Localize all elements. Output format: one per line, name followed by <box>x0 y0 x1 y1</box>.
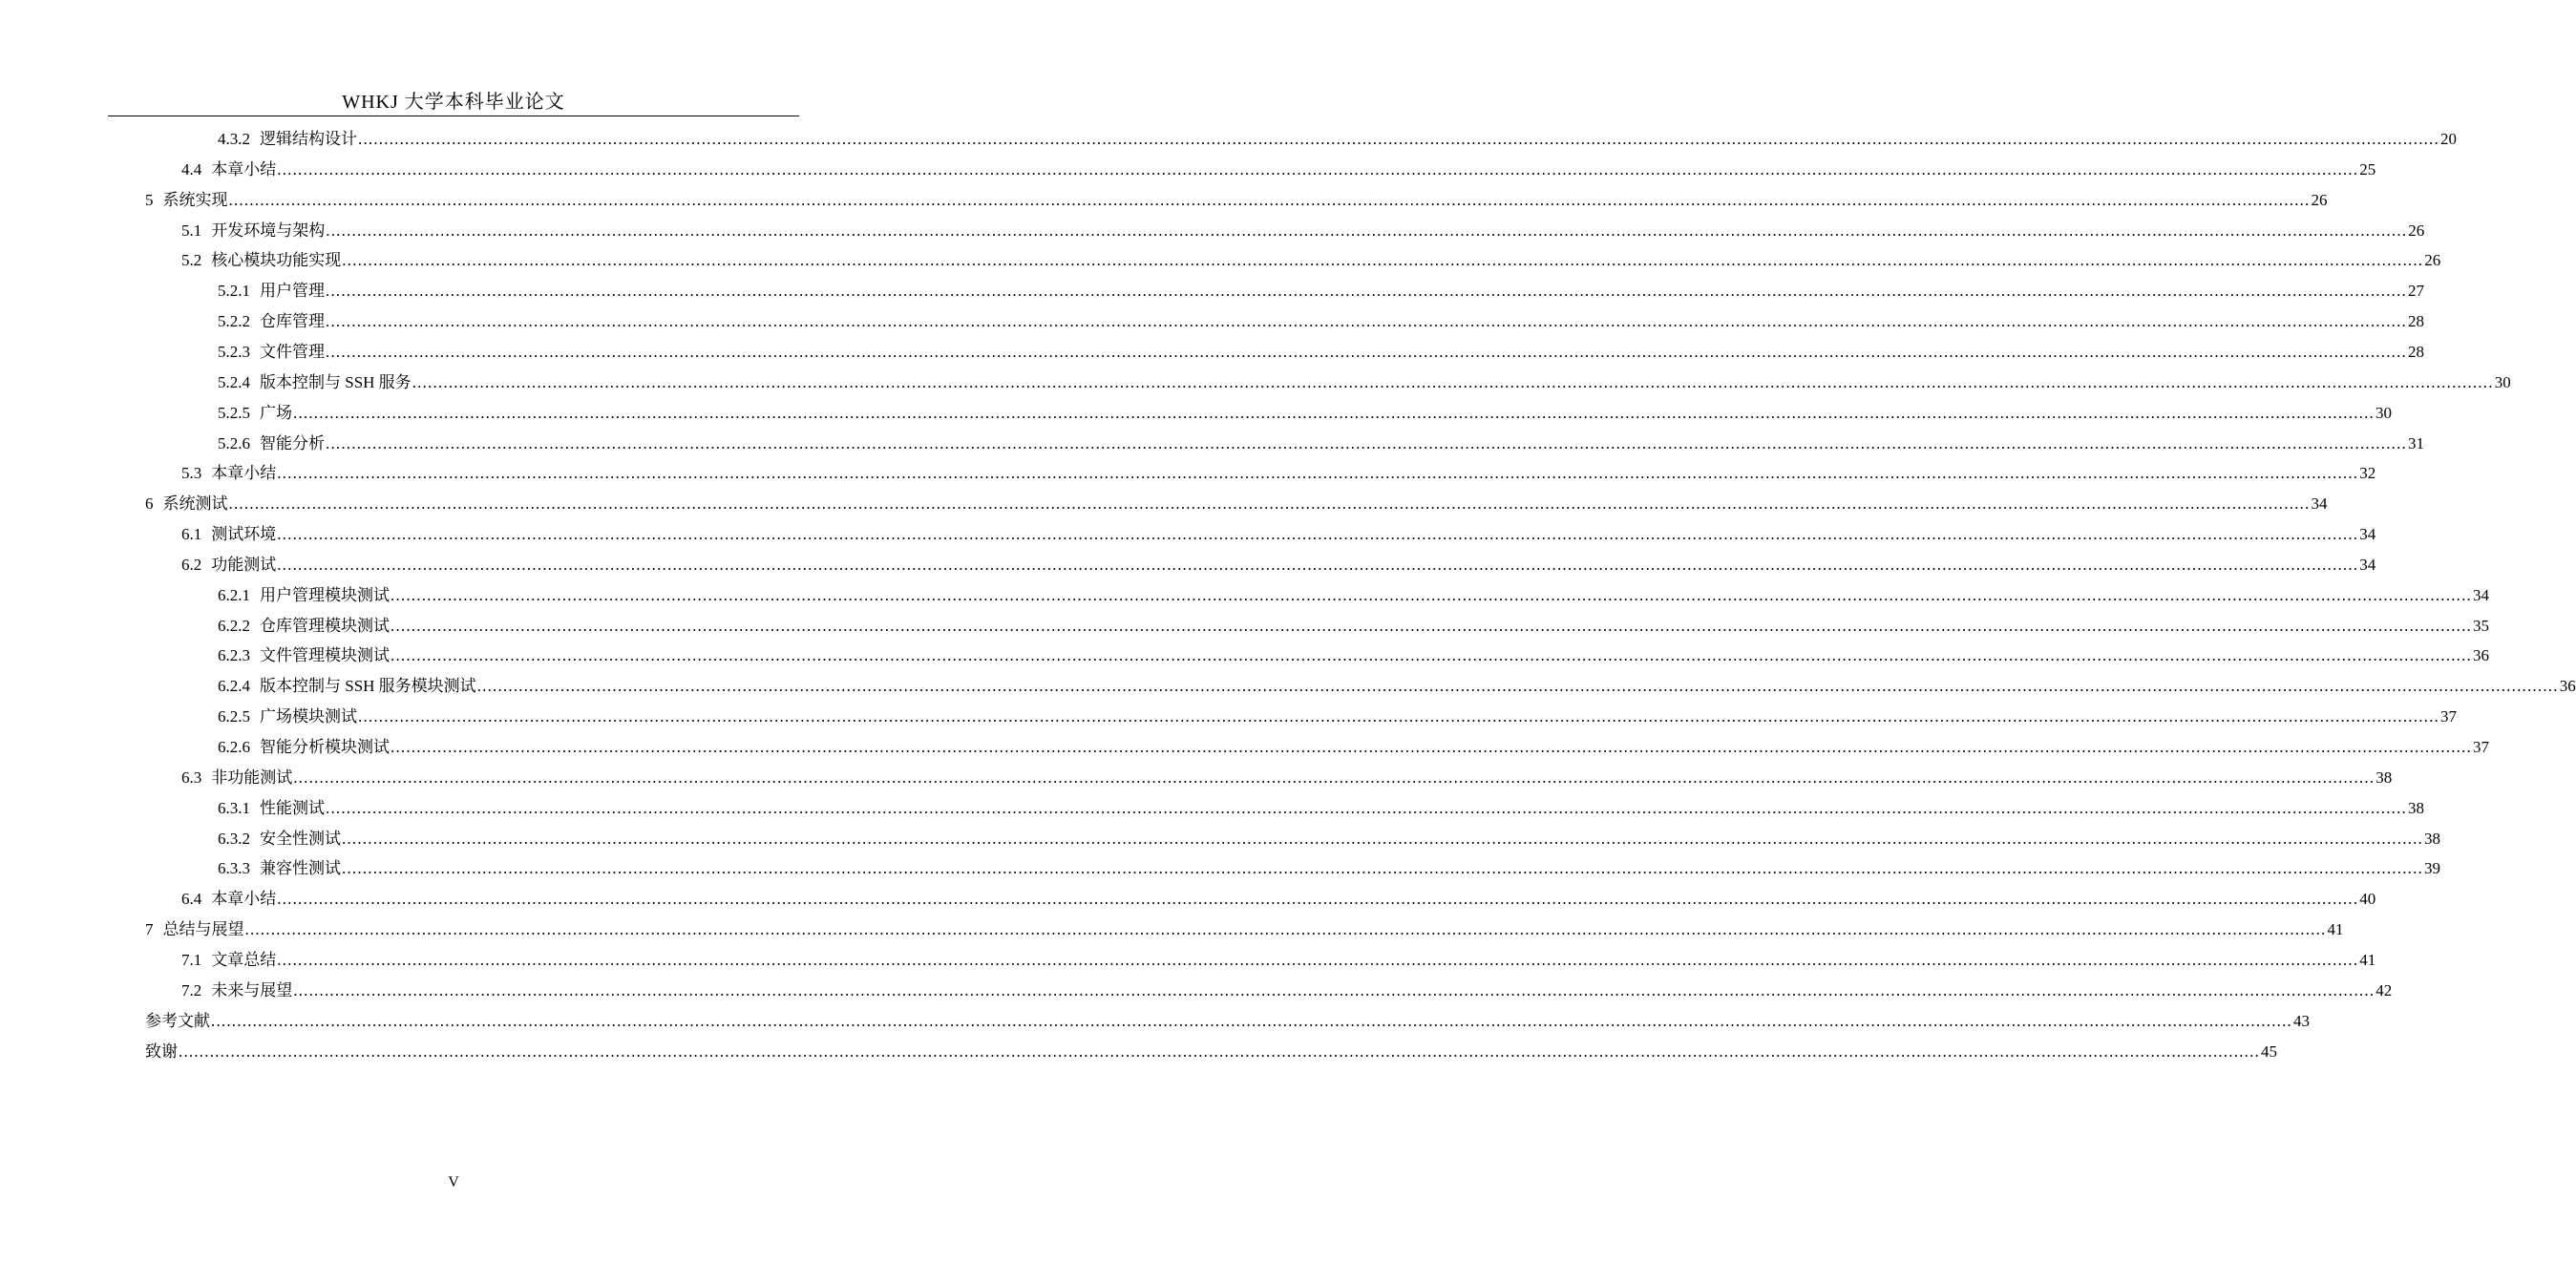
toc-entry-page: 36 <box>2559 677 2576 696</box>
toc-entry-number: 7.1 <box>181 950 202 969</box>
toc-entry-title: 核心模块功能实现 <box>211 251 342 270</box>
toc-entry-page: 35 <box>2473 616 2489 635</box>
toc-entry-number: 5.1 <box>181 221 202 240</box>
toc-entry-number: 5.2.4 <box>218 372 250 391</box>
toc-entry-title: 测试环境 <box>211 525 277 544</box>
toc-dot-leader: ................................................................................................................................................................................................................................................................................................................................................................................................................ <box>211 1011 2292 1030</box>
toc-dot-leader: ................................................................................................................................................................................................................................................................................................................................................................................................................ <box>412 372 2494 391</box>
toc-entry-page: 34 <box>2473 585 2489 604</box>
toc-entry[interactable] <box>218 793 2424 824</box>
toc-entry-page: 30 <box>2375 403 2392 422</box>
toc-entry-number: 4.4 <box>181 159 202 179</box>
toc-entry-number: 6.2.3 <box>218 646 250 665</box>
toc-entry[interactable] <box>145 915 2344 945</box>
toc-entry-title: 系统实现 <box>162 190 228 209</box>
toc-entry[interactable] <box>218 276 2424 306</box>
toc-entry-number: 5.2.1 <box>218 282 250 301</box>
toc-entry-number: 6.2 <box>181 555 202 574</box>
toc-entry-page: 30 <box>2494 372 2511 391</box>
toc-entry-number: 6.2.2 <box>218 616 250 635</box>
toc-entry-number: 7 <box>145 920 154 939</box>
toc-entry-page: 25 <box>2359 159 2376 179</box>
toc-entry[interactable] <box>218 398 2392 429</box>
toc-entry-title: 安全性测试 <box>260 829 341 848</box>
toc-entry-number: 6.3 <box>181 768 202 787</box>
toc-entry-title: 本章小结 <box>211 464 277 483</box>
toc-entry[interactable] <box>145 1037 2277 1067</box>
toc-entry-number: 5.2.5 <box>218 403 250 422</box>
toc-entry-title: 用户管理模块测试 <box>260 585 390 604</box>
toc-entry-number: 6.2.5 <box>218 707 250 726</box>
toc-entry-title: 本章小结 <box>211 890 277 909</box>
toc-entry-page: 42 <box>2375 980 2393 999</box>
toc-dot-leader: ................................................................................................................................................................................................................................................................................................................................................................................................................ <box>326 221 2408 240</box>
toc-dot-leader: ................................................................................................................................................................................................................................................................................................................................................................................................................ <box>277 159 2359 179</box>
toc-dot-leader: ................................................................................................................................................................................................................................................................................................................................................................................................................ <box>179 1041 2260 1061</box>
toc-dot-leader: ................................................................................................................................................................................................................................................................................................................................................................................................................ <box>228 494 2311 514</box>
toc-entry-page: 26 <box>2311 190 2328 209</box>
toc-entry-page: 39 <box>2424 859 2440 878</box>
toc-entry-number: 6.3.1 <box>218 798 250 817</box>
toc-dot-leader: ................................................................................................................................................................................................................................................................................................................................................................................................................ <box>228 190 2311 209</box>
toc-entry-number: 6.2.6 <box>218 738 250 756</box>
toc-entry-page: 28 <box>2408 342 2424 361</box>
toc-entry[interactable] <box>145 1006 2310 1037</box>
toc-dot-leader: ................................................................................................................................................................................................................................................................................................................................................................................................................ <box>342 829 2423 848</box>
toc-entry-number: 6 <box>145 494 154 514</box>
toc-dot-leader: ................................................................................................................................................................................................................................................................................................................................................................................................................ <box>277 950 2359 969</box>
toc-entry[interactable] <box>181 155 2376 185</box>
toc-entry-title: 非功能测试 <box>211 768 293 787</box>
toc-dot-leader: ................................................................................................................................................................................................................................................................................................................................................................................................................ <box>391 616 2472 635</box>
toc-entry-title: 兼容性测试 <box>260 859 341 878</box>
toc-dot-leader: ................................................................................................................................................................................................................................................................................................................................................................................................................ <box>293 768 2375 787</box>
toc-entry-number: 5.2.3 <box>218 342 250 361</box>
toc-dot-leader: ................................................................................................................................................................................................................................................................................................................................................................................................................ <box>293 403 2375 422</box>
toc-entry-title: 系统测试 <box>162 494 228 514</box>
toc-dot-leader: ................................................................................................................................................................................................................................................................................................................................................................................................................ <box>358 130 2439 148</box>
toc-dot-leader: ................................................................................................................................................................................................................................................................................................................................................................................................................ <box>277 555 2359 574</box>
toc-entry-title: 文章总结 <box>211 950 277 969</box>
toc-entry-page: 26 <box>2408 221 2425 240</box>
toc-dot-leader: ................................................................................................................................................................................................................................................................................................................................................................................................................ <box>326 282 2407 301</box>
toc-entry-page: 38 <box>2424 829 2440 848</box>
toc-entry-number: 6.3.2 <box>218 829 250 848</box>
toc-entry-page: 38 <box>2375 768 2393 787</box>
toc-entry-number: 6.3.3 <box>218 859 250 878</box>
toc-dot-leader: ................................................................................................................................................................................................................................................................................................................................................................................................................ <box>476 677 2559 696</box>
toc-entry[interactable] <box>181 763 2393 793</box>
toc-entry[interactable] <box>181 245 2441 276</box>
toc-dot-leader: ................................................................................................................................................................................................................................................................................................................................................................................................................ <box>358 707 2439 726</box>
toc-dot-leader: ................................................................................................................................................................................................................................................................................................................................................................................................................ <box>277 890 2359 909</box>
toc-dot-leader: ................................................................................................................................................................................................................................................................................................................................................................................................................ <box>391 646 2472 665</box>
toc-entry[interactable] <box>181 519 2376 550</box>
toc-entry-number: 4.3.2 <box>218 130 250 148</box>
toc-entry[interactable] <box>181 550 2376 580</box>
toc-entry-title: 逻辑结构设计 <box>260 130 357 148</box>
page-number: V <box>448 1174 459 1190</box>
toc-entry-page: 41 <box>2359 950 2376 969</box>
toc-entry[interactable] <box>218 671 2576 702</box>
toc-entry-page: 36 <box>2473 646 2489 665</box>
toc-entry-title: 致谢 <box>145 1041 178 1061</box>
toc-entry[interactable] <box>218 306 2424 337</box>
toc-entry[interactable] <box>145 489 2328 519</box>
toc-entry-page: 34 <box>2359 525 2376 544</box>
toc-dot-leader: ................................................................................................................................................................................................................................................................................................................................................................................................................ <box>342 859 2423 878</box>
toc-entry-page: 34 <box>2311 494 2328 514</box>
toc-dot-leader: ................................................................................................................................................................................................................................................................................................................................................................................................................ <box>277 464 2359 483</box>
toc-entry-page: 34 <box>2359 555 2376 574</box>
toc-entry-number: 5.2.2 <box>218 312 250 331</box>
toc-entry[interactable] <box>181 216 2425 246</box>
toc-entry[interactable] <box>218 702 2457 732</box>
toc-entry-title: 版本控制与 SSH 服务模块测试 <box>260 677 476 696</box>
toc-entry[interactable] <box>218 124 2457 155</box>
toc-entry-number: 7.2 <box>181 980 202 999</box>
toc-entry[interactable] <box>218 611 2489 642</box>
toc-dot-leader: ................................................................................................................................................................................................................................................................................................................................................................................................................ <box>326 342 2407 361</box>
toc-entry-title: 参考文献 <box>145 1011 210 1030</box>
toc-entry-title: 性能测试 <box>260 798 325 817</box>
page-header-title: WHKJ 大学本科毕业论文 <box>342 92 565 113</box>
toc-entry-page: 41 <box>2327 920 2344 939</box>
toc-entry[interactable] <box>218 580 2489 611</box>
toc-entry-page: 26 <box>2424 251 2441 270</box>
toc-entry-page: 27 <box>2408 282 2424 301</box>
toc-entry[interactable] <box>181 458 2376 489</box>
toc-entry[interactable] <box>218 368 2511 398</box>
toc-dot-leader: ................................................................................................................................................................................................................................................................................................................................................................................................................ <box>244 920 2327 939</box>
toc-entry-title: 智能分析模块测试 <box>260 738 390 756</box>
toc-entry-page: 38 <box>2408 798 2424 817</box>
toc-dot-leader: ................................................................................................................................................................................................................................................................................................................................................................................................................ <box>326 433 2407 452</box>
toc-entry-page: 37 <box>2473 738 2489 756</box>
toc-entry-title: 功能测试 <box>211 555 277 574</box>
toc-entry-page: 20 <box>2440 130 2457 148</box>
toc-entry-page: 45 <box>2261 1041 2277 1061</box>
toc-entry-page: 31 <box>2408 433 2424 452</box>
toc-entry-number: 6.1 <box>181 525 202 544</box>
toc-entry-title: 版本控制与 SSH 服务 <box>260 372 412 391</box>
toc-entry[interactable] <box>181 884 2376 915</box>
toc-entry[interactable] <box>218 824 2440 854</box>
toc-dot-leader: ................................................................................................................................................................................................................................................................................................................................................................................................................ <box>293 980 2375 999</box>
toc-entry-title: 未来与展望 <box>211 980 293 999</box>
toc-entry-title: 仓库管理模块测试 <box>260 616 390 635</box>
toc-entry-number: 5.2 <box>181 251 202 270</box>
toc-entry-number: 6.4 <box>181 890 202 909</box>
toc-entry-page: 43 <box>2293 1011 2310 1030</box>
toc-entry-title: 总结与展望 <box>162 920 244 939</box>
toc-dot-leader: ................................................................................................................................................................................................................................................................................................................................................................................................................ <box>391 738 2472 756</box>
toc-entry[interactable] <box>218 732 2489 763</box>
toc-entry-title: 文件管理 <box>260 342 325 361</box>
toc-dot-leader: ................................................................................................................................................................................................................................................................................................................................................................................................................ <box>391 585 2472 604</box>
toc-entry[interactable] <box>218 853 2440 884</box>
toc-entry-title: 用户管理 <box>260 282 325 301</box>
toc-entry-title: 智能分析 <box>260 433 325 452</box>
toc-entry-page: 32 <box>2359 464 2376 483</box>
toc-entry-number: 5.2.6 <box>218 433 250 452</box>
toc-entry-page: 37 <box>2440 707 2457 726</box>
toc-entry[interactable] <box>181 976 2393 1006</box>
toc-entry-number: 5.3 <box>181 464 202 483</box>
toc-entry-page: 28 <box>2408 312 2424 331</box>
toc-entry[interactable] <box>218 429 2424 459</box>
toc-entry-title: 文件管理模块测试 <box>260 646 390 665</box>
toc-entry[interactable] <box>218 641 2489 671</box>
toc-entry[interactable] <box>181 945 2376 976</box>
toc-entry-title: 本章小结 <box>211 159 277 179</box>
toc-entry-number: 6.2.4 <box>218 677 250 696</box>
toc-dot-leader: ................................................................................................................................................................................................................................................................................................................................................................................................................ <box>326 312 2407 331</box>
toc-entry-title: 开发环境与架构 <box>211 221 326 240</box>
toc-entry[interactable] <box>145 185 2328 216</box>
toc-entry-title: 广场 <box>260 403 292 422</box>
toc-dot-leader: ................................................................................................................................................................................................................................................................................................................................................................................................................ <box>326 798 2407 817</box>
toc-entry-number: 5 <box>145 190 154 209</box>
toc-entry-title: 仓库管理 <box>260 312 325 331</box>
toc-dot-leader: ................................................................................................................................................................................................................................................................................................................................................................................................................ <box>277 525 2359 544</box>
toc-dot-leader: ................................................................................................................................................................................................................................................................................................................................................................................................................ <box>342 251 2424 270</box>
toc-entry-title: 广场模块测试 <box>260 707 357 726</box>
toc-entry-page: 40 <box>2359 890 2376 909</box>
toc-entry-number: 6.2.1 <box>218 585 250 604</box>
toc-entry[interactable] <box>218 337 2424 368</box>
